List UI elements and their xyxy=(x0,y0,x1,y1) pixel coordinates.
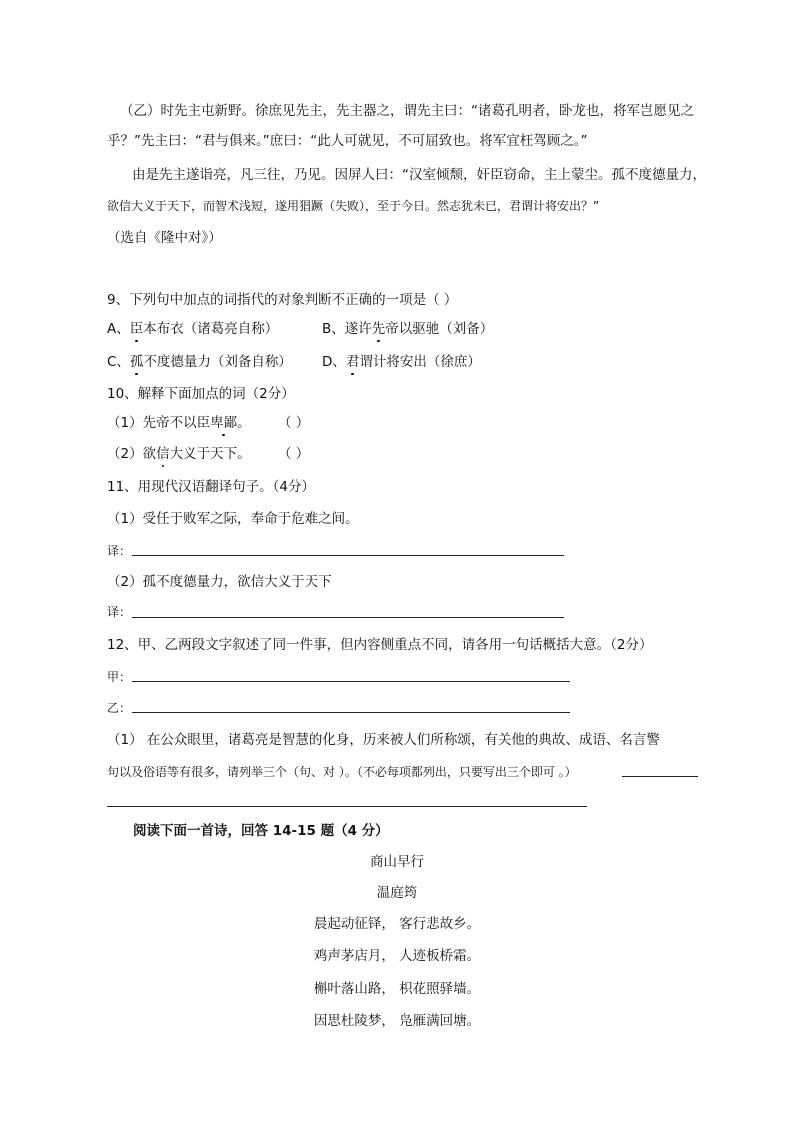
q10-item-1 xyxy=(107,414,251,432)
dotted-word: 君 xyxy=(345,354,360,370)
passage-line: （乙）时先主屯新野。徐庶见先主，先主器之，谓先主曰：“诸葛孔明者，卧龙也，将军岂愿见之 xyxy=(120,103,694,119)
option-b xyxy=(322,320,493,338)
option-text: 谓计将安出（徐庶） xyxy=(359,354,481,370)
dotted-word: 先 xyxy=(371,321,386,337)
option-c xyxy=(107,353,292,371)
question-10-stem: 10、解释下面加点的词（2分） xyxy=(107,386,295,402)
option-text: 帝以驱驰（刘备） xyxy=(385,321,494,337)
answer-label-yi: 乙： xyxy=(107,701,132,715)
answer-blank[interactable]: （ ） xyxy=(278,415,310,431)
passage-source: （选自《隆中对》） xyxy=(107,230,222,246)
poem-line: 晨起动征铎， 客行悲故乡。 xyxy=(313,916,481,932)
option-prefix: A、 xyxy=(107,321,130,337)
answer-label-jia: 甲： xyxy=(107,670,132,684)
q11-item-1: （1）受任于败军之际，奉命于危难之间。 xyxy=(107,511,359,527)
poem-author: 温庭筠 xyxy=(376,885,418,901)
item-text: 。 xyxy=(237,415,251,431)
option-d xyxy=(322,353,481,371)
q10-item-2 xyxy=(107,445,251,463)
answer-line[interactable] xyxy=(622,776,698,777)
answer-line[interactable] xyxy=(107,806,587,807)
q11-item-2: （2）孤不度德量力，欲信大义于天下 xyxy=(107,574,332,590)
option-prefix: D、 xyxy=(322,354,346,370)
question-12-stem: 12、甲、乙两段文字叙述了同一件事，但内容侧重点不同，请各用一句话概括大意。（2分） xyxy=(107,637,653,653)
option-prefix: B、遂许 xyxy=(322,321,372,337)
answer-line[interactable] xyxy=(132,555,564,556)
dotted-word: 臣 xyxy=(129,321,144,337)
poem-intro: 阅读下面一首诗，回答 14-15 题（4 分） xyxy=(133,823,389,839)
poem-line: 槲叶落山路， 枳花照驿墙。 xyxy=(313,981,481,997)
passage-line: 乎？”先主曰：“君与俱来。”庶曰：“此人可就见，不可屈致也。将军宜枉驾顾之。” xyxy=(107,133,588,149)
answer-blank[interactable]: （ ） xyxy=(278,446,310,462)
passage-line: 欲信大义于天下，而智术浅短，遂用猖蹶（失败），至于今日。然志犹未已，君谓计将安出？” xyxy=(107,199,600,213)
dotted-word: 卑鄙 xyxy=(210,415,238,431)
dotted-word: 孤 xyxy=(129,354,144,370)
option-prefix: C、 xyxy=(107,354,130,370)
option-a xyxy=(107,320,278,338)
translation-label: 译： xyxy=(107,544,132,558)
answer-line[interactable] xyxy=(132,712,570,713)
option-text: 本布衣（诸葛亮自称） xyxy=(143,321,279,337)
item-text: 大义于天下。 xyxy=(169,446,251,462)
item-text: （1）先帝不以臣 xyxy=(107,415,211,431)
answer-line[interactable] xyxy=(132,617,564,618)
q13-line-2: 句以及俗语等有很多，请列举三个（句、对 ）。（不必每项都列出，只要写出三个即可 。） xyxy=(107,765,577,779)
option-text: 不度德量力（刘备自称） xyxy=(143,354,292,370)
answer-line[interactable] xyxy=(132,681,570,682)
translation-label: 译： xyxy=(107,605,132,619)
poem-line: 鸡声茅店月， 人迹板桥霜。 xyxy=(313,948,481,964)
dotted-word: 信 xyxy=(156,446,170,462)
question-9-stem: 9、下列句中加点的词指代的对象判断不正确的一项是（ ） xyxy=(107,292,458,308)
question-11-stem: 11、用现代汉语翻译句子。（4分） xyxy=(107,479,316,495)
item-text: （2）欲 xyxy=(107,446,157,462)
passage-line: 由是先主遂诣亮，凡三往，乃见。因屏人曰：“汉室倾颓，奸臣窃命，主上蒙尘。孤不度德量力， xyxy=(132,167,706,183)
poem-title: 商山早行 xyxy=(370,854,424,870)
q13-line-1: （1） 在公众眼里，诸葛亮是智慧的化身，历来被人们所称颂，有关他的典故、成语、名言警 xyxy=(107,732,660,748)
poem-line: 因思杜陵梦， 凫雁满回塘。 xyxy=(313,1013,481,1029)
